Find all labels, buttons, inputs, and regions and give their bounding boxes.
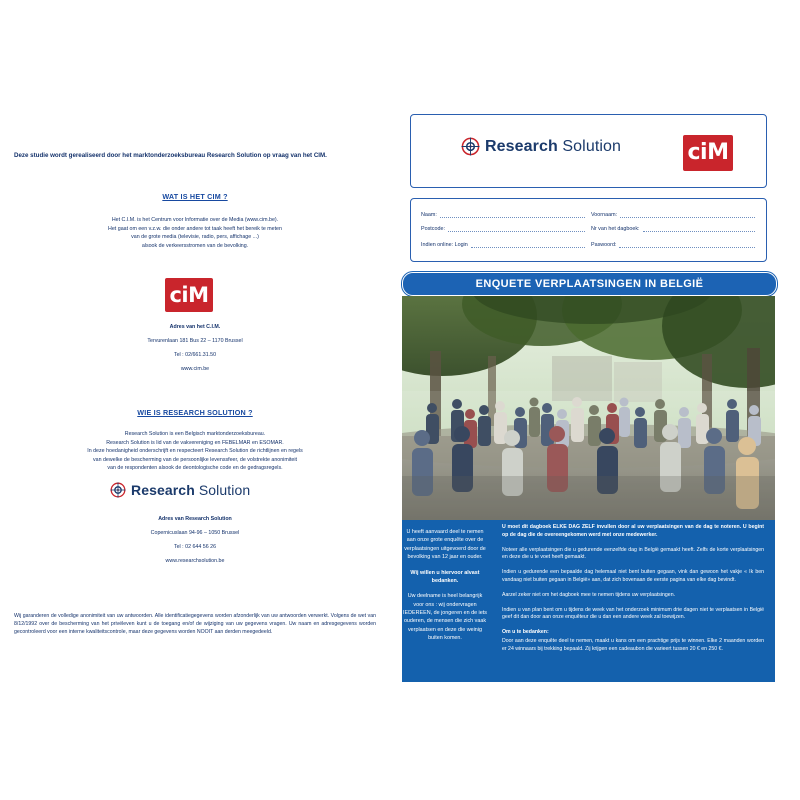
rs-address-heading: Adres van Research Solution	[158, 516, 232, 523]
rs-word-bold-header: Research	[485, 137, 558, 155]
research-solution-wordmark-header	[485, 138, 621, 156]
label-naam: Naam:	[421, 212, 437, 218]
instruction-heading-reward: Om u te bedanken:	[502, 629, 549, 636]
callout-paragraph-2: Wij willen u hiervoor alvast bedanken.	[410, 569, 480, 584]
section-body-research-solution	[15, 430, 375, 473]
instruction-paragraph-6: Door aan deze enquête deel te nemen, maakt u kans om een prachtige prijs te winnen. Elke 2 maanden worden er 24 winnaars bij trekking bepaald. Zij krijgen een cadeaubon die varieert tussen 20 € en 250 €.	[502, 637, 764, 652]
callout-paragraph-3: Uw deelname is heel belangrijk voor ons : wij ondervragen IEDEREEN, de jongeren en de iets ouderen, de mensen die zich vaak verplaatsen en deze die weinig buiten komen.	[403, 593, 487, 642]
privacy-footer: Wij garanderen de volledige anonimiteit van uw antwoorden. Alle identificatiegegevens worden afzonderlijk van uw antwoorden verwerkt. Volgens de wet van 8/12/1992 over de bescherming van het privéleven kunt u de toegang en/of de wijziging van uw gegevens vragen. Uw naam en adresgegevens worden gecontroleerd voor een interne kwaliteitscontrole, maar deze gegevens worden NOOIT aan derden meegedeeld.	[14, 613, 376, 636]
instruction-paragraph-4: Aarzel zeker niet om het dagboek mee te nemen tijdens uw verplaatsingen.	[502, 591, 676, 598]
section-body-what-is-cim	[15, 216, 375, 250]
callout-thankyou	[402, 528, 488, 650]
rs-body-line-2: Research Solution is lid van de vakvereniging en FEBELMAR en ESOMAR.	[106, 439, 284, 446]
instruction-paragraph-3: Indien u gedurende een bepaalde dag helemaal niet bent buiten gegaan, vink dan gewoon het vakje « Ik ben vandaag niet buiten gegaan in België» aan, dat zich bovenaan de eerste pagina van elke dag bevindt.	[502, 569, 764, 583]
section-title-who-is-research-solution: WIE IS RESEARCH SOLUTION ?	[137, 408, 253, 417]
input-postcode[interactable]	[448, 225, 585, 232]
form-row-naam	[421, 211, 761, 218]
lead-paragraph: Deze studie wordt gerealiseerd door het marktonderzoeksbureau Research Solution op vraag van het CIM.	[14, 152, 327, 159]
cim-address-heading: Adres van het C.I.M.	[169, 324, 221, 331]
right-page	[390, 100, 790, 700]
section-title-what-is-cim: WAT IS HET CIM ?	[162, 192, 228, 201]
cim-address-block	[15, 318, 375, 379]
cim-body-line-4: alsook de verkeersstromen van de bevolking.	[141, 242, 249, 249]
label-dagboeknummer: Nr van het dagboek:	[591, 226, 640, 232]
rs-address-line-3: www.researchsolution.be	[165, 557, 225, 564]
rs-word-light: Solution	[198, 482, 251, 498]
input-naam[interactable]	[440, 211, 585, 218]
survey-title-banner: ENQUETE VERPLAATSINGEN IN BELGIË	[402, 272, 777, 296]
instruction-paragraph-5: Indien u van plan bent om u tijdens de week van het onderzoek minimum drie dagen niet te verplaatsen in België geef dit dan door aan onze enquêteur die u dan een andere week zal toewijzen.	[502, 606, 764, 621]
form-row-postcode	[421, 225, 761, 232]
cim-address-line-1: Tervurenlaan 181 Bus 22 – 1170 Brussel	[147, 338, 243, 345]
cim-logo: ciM	[165, 278, 213, 312]
label-paswoord: Paswoord:	[591, 242, 617, 248]
input-paswoord[interactable]	[619, 241, 755, 248]
rs-body-line-3: In deze hoedanigheid onderschrijft en respecteert Research Solution de richtlijnen en regels	[87, 448, 303, 455]
input-dagboeknummer[interactable]	[643, 225, 755, 232]
callout-paragraph-1: U heeft aanvaard deel te nemen aan onze grote enquête over de verplaatsingen uitgevoerd door de bevolking van 12 jaar en ouder.	[404, 529, 486, 561]
rs-address-line-1: Copernicuslaan 94-96 – 1050 Brussel	[150, 530, 240, 537]
cim-body-line-1: Het C.I.M. is het Centrum voor Informatie over de Media (www.cim.be).	[111, 217, 279, 223]
input-login[interactable]	[471, 241, 585, 248]
research-solution-address-block	[15, 510, 375, 571]
research-solution-wordmark	[131, 482, 250, 498]
rs-body-line-1: Research Solution is een Belgisch marktonderzoeksbureau.	[124, 431, 266, 437]
rs-word-light-header: Solution	[562, 137, 622, 155]
instruction-paragraph-1: U moet dit dagboek ELKE DAG ZELF invullen door al uw verplaatsingen van de dag te noteren. U begint op de dag die de overeengekomen werd met onze medewerker.	[502, 524, 764, 538]
cim-address-line-3: www.cim.be	[180, 365, 210, 372]
rs-body-line-5: van de respondenten alsook de deontologische code en de gedragsregels.	[107, 465, 283, 472]
form-row-login	[421, 241, 761, 248]
label-postcode: Postcode:	[421, 226, 445, 232]
cim-address-line-2: Tel : 02/661.31.50	[173, 352, 217, 359]
input-voornaam[interactable]	[620, 211, 755, 218]
rs-word-bold: Research	[131, 482, 195, 498]
header-card	[410, 114, 767, 188]
target-icon	[461, 137, 480, 156]
target-icon	[110, 482, 126, 498]
crowd-photo	[402, 296, 775, 521]
crowd-photo-illustration	[402, 296, 775, 521]
label-voornaam: Voornaam:	[591, 212, 618, 218]
rs-address-line-2: Tel : 02 644 56 26	[173, 544, 217, 551]
label-login: Indien online: Login	[421, 242, 468, 248]
rs-body-line-4: van dewelke de bescherming van de persoonlijke levenssfeer, de volstrekte anonimiteit	[92, 456, 298, 463]
research-solution-logo-header	[461, 137, 621, 156]
respondent-form-card	[410, 198, 767, 262]
cim-body-line-3: van de grote media (televisie, radio, pers, affichage ...)	[131, 234, 259, 241]
cim-logo-header: ciM	[683, 135, 733, 171]
instructions-text	[502, 524, 764, 661]
research-solution-logo	[110, 482, 250, 498]
instruction-paragraph-2: Noteer alle verplaatsingen die u gedurende eenzelfde dag in België gemaakt heeft. Zelfs de korte verplaatsingen en deze die u te voet heeft gemaakt.	[502, 546, 764, 561]
cim-body-line-2: Het gaat om een v.z.w. die onder andere tot taak heeft het bereik te meten	[108, 225, 282, 232]
left-page	[0, 100, 390, 700]
